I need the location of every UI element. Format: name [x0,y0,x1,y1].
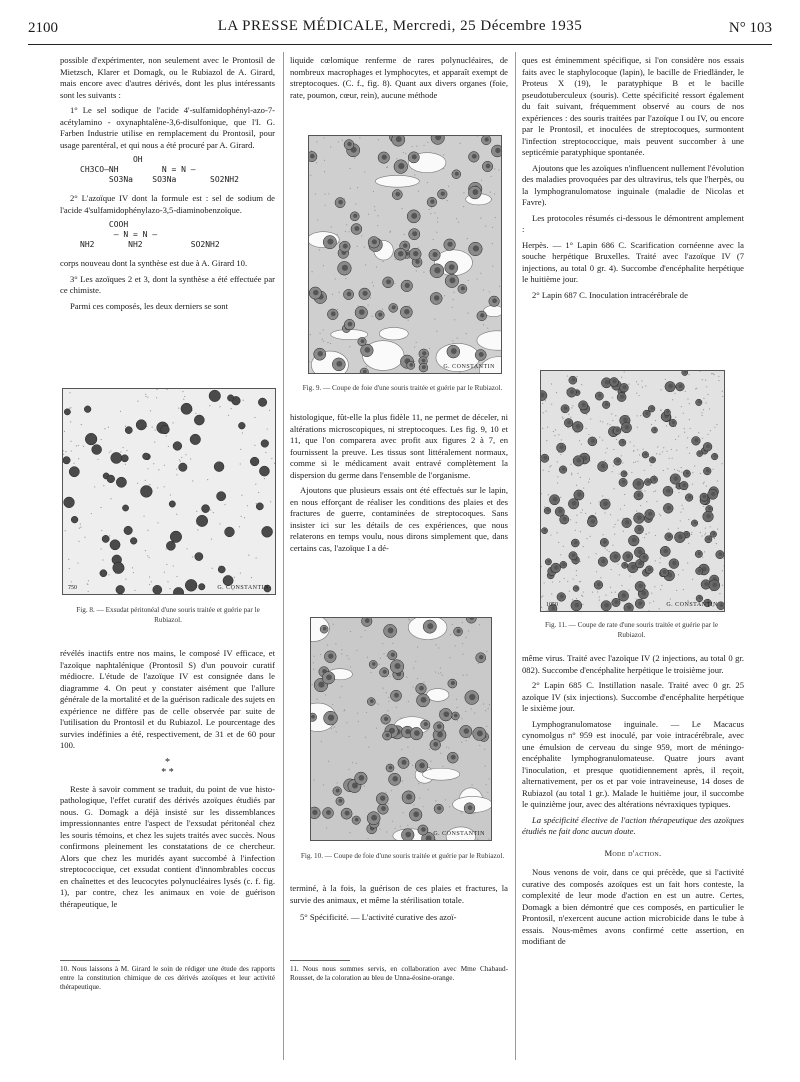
page-header [28,18,772,42]
figure-8-caption: Fig. 8. — Exsudat péritonéal d'une souris traitée et guérie par le Rubiazol. [76,606,260,624]
paragraph: Ajoutons que les azoïques n'influencent nullement l'évolution des maladies provoquées par des ultravirus, tels que l'herpès, ou la lymphogranulomatose inguinale (maladie de Nicolas et Favre). [522,162,744,207]
chemical-formula: OH CH3CO—NH N = N — SO3Na SO3Na SO2NH2 [80,155,239,184]
figure-magnification: 1050 [546,602,558,608]
paragraph: révélés inactifs entre nos mains, le composé IV efficace, et l'azoïque naphtalénique (Prontosil S) d'un pouvoir curatif médiocre. L'étude de l'azoïque IV est consignée dans le diagramme 4. On peut y constater aisément que l'allure générale de la mortalité et de la guérison radicale des sujets en expérience ne diffère pas de celle observée par suite de l'utilisation du Prontosil et du Rubiazol. Le pourcentage des survies indéfinies a été, respectivement, de 31 et de 60 pour 100. [60,648,275,750]
figure-8-image [62,388,276,595]
figure-magnification: 750 [68,585,77,591]
paragraph: ques est éminemment spécifique, si l'on considère nos essais faits avec le staphylocoque (lapin), le bacille de Friedländer, le Proteus X (19), le paratyphique B et le bacille pseudotuberculeux (souris). Cette spécificité ressort également du fait suivant, fréquemment observé au cours de nos expériences : des souris traitées par l'azoïque I ou IV, ou encore par le Prontosil, et inoculées de streptocoques, surmontent l'infection streptococcique, mais peuvent succomber à une septicémie paratyphique spontanée. [522,55,744,157]
paragraph: 3° Les azoïques 2 et 3, dont la synthèse a été effectuée par ce chimiste. [60,273,275,295]
paragraph: 1° Le sel sodique de l'acide 4'-sulfamidophényl-azo-7-acétylamino - oxynaphtalène-3,6-disulfonique, que l'I. G. Farben Industrie utilise en remplacement du Prontosil, pour usage parentéral, et qui nous a été procuré par A. Girard. [60,105,275,150]
figure-signature: G. CONSTANTIN [443,364,495,370]
section-heading: Mode d'action. [604,847,662,858]
paragraph: Parmi ces composés, les deux derniers se sont [70,300,228,311]
figure-signature: G. CONSTANTIN [217,585,269,591]
journal-title: LA PRESSE MÉDICALE, Mercredi, 25 Décembre 1935 [217,18,583,34]
paragraph: terminé, à la fois, la guérison de ces plaies et fractures, la survie des animaux, et même la stérilisation totale. [290,883,508,905]
paragraph: 2° Lapin 685 C. Instillation nasale. Traité avec 0 gr. 25 azoïque IV (six injections). Succombe d'encéphalite herpétique le sixième jour. [522,680,744,713]
figure-11-caption: Fig. 11. — Coupe de rate d'une souris traitée et guérie par le Rubiazol. [544,621,719,639]
figure-10-caption: Fig. 10. — Coupe de foie d'une souris traitée et guérie par le Rubiazol. [300,852,505,860]
column-2-continued [290,412,508,558]
figure-9-image [308,135,502,374]
footnote: 10. Nous laissons à M. Girard le soin de rédiger une étude des rapports entre la constitution chimique de ces dérivés azoïques et leur activité thérapeutique. [60,965,275,991]
paragraph: 2° L'azoïque IV dont la formule est : sel de sodium de l'acide 4'sulfamidophénylazo-3,5-diaminobenzoïque. [60,193,275,215]
paragraph: Reste à savoir comment se traduit, du point de vue histo-pathologique, l'effet curatif des dérivés azoïques étudiés par nous. G. Domagk a déjà insisté sur les dissemblances impressionnantes entre l'aspect de l'exsudat péritonéal chez les souris témoins, et chez les sujets traités avec succès. Nous confirmons pleinement les constatations de ce chercheur. Alors que chez les muridés ayant succombé à l'infection streptococcique, cet exsudat contient d'innombrables coccus en chaînettes et des leucocytes polynucléaires lysés (c. f. fig. 1), par contre, chez les animaux en voie de guérison thérapeutique, le [60,783,275,909]
paragraph: liquide cœlomique renferme de rares polynucléaires, de nombreux macrophages et lymphocytes, et apparaît exempt de streptocoques. (C. f., fig. 8). Quant aux divers organes (foie, rate, poumon, cœur, rein), aucune méthode [290,55,508,100]
paragraph: même virus. Traité avec l'azoïque IV (2 injections, au total 0 gr. 082). Succombe d'encéphalite herpétique le troisième jour. [522,653,744,675]
paragraph: possible d'expérimenter, non seulement avec le Prontosil de Mietzsch, Klarer et Domagk, ou le Rubiazol de A. Girard, mais encore avec d'autres dérivés, dont les plus intéressants sont les suivants : [60,55,275,100]
column-divider [283,52,284,1060]
figure-signature: G. CONSTANTIN [433,831,485,837]
column-1 [60,55,275,316]
footnote: 11. Nous nous sommes servis, en collaboration avec Mme Chabaud-Rousset, de la coloration au bleu de Unna-éosine-orange. [290,965,508,982]
section-break: * * * [161,756,174,778]
column-2 [290,55,508,105]
footnote-rule [60,960,120,961]
paragraph: Herpès. — 1° Lapin 686 C. Scarification cornéenne avec la souche herpétique Bruxelles. Traité avec l'azoïque IV (7 injections, au total 0 gr. 4). Succombe d'encéphalite herpétique le huitième jour. [522,239,744,284]
paragraph: histologique, fût-elle la plus fidèle 11, ne permet de déceler, ni altérations microscopiques, ni streptocoques. Les fig. 9, 10 et 11, que l'on comparera avec profit aux figures 2 à 7, en fournissent la preuve. Les tissus sont littéralement normaux, comme si le médicament avait entravé complètement la dispersion du germe dans l'ensemble de l'organisme. [290,412,508,480]
header-rule [28,44,772,45]
page-number: 2100 [28,20,58,36]
figure-9-caption: Fig. 9. — Coupe de foie d'une souris traitée et guérie par le Rubiazol. [302,384,503,392]
paragraph: 5° Spécificité. — L'activité curative des azoï- [300,912,457,922]
paragraph: 2° Lapin 687 C. Inoculation intracérébrale de [532,289,688,300]
figure-10-image [310,617,492,841]
figure-11-image [540,370,725,612]
issue-number: N° 103 [728,20,772,36]
paragraph: corps nouveau dont la synthèse est due à A. Girard 10. [60,258,248,268]
paragraph: La spécificité élective de l'action thérapeutique des azoïques étudiés ne fait donc aucun doute. [522,814,744,836]
column-3-continued [522,653,744,952]
paragraph: Les protocoles résumés ci-dessous le démontrent amplement : [522,212,744,234]
footnote-rule [290,960,350,961]
column-3 [522,55,744,305]
chemical-formula: COOH — N = N — NH2 NH2 SO2NH2 [80,220,220,249]
paragraph: Ajoutons que plusieurs essais ont été effectués sur le lapin, en nous efforçant de réaliser les conditions des plaies et des fractures de guerre, contaminées de streptocoques. Sans insister ici sur les détails de ces expériences, que nous relaterons en temps voulu, nous dirons simplement que, dans certains cas, l'azoïque I a dé- [290,485,508,553]
paragraph: Nous venons de voir, dans ce qui précède, que si l'activité curative des composés azoïques est un fait hors conteste, la complexité de leur mode d'action en est un autre. Certes, Domagk a bien démontré que ces composés, en particulier le Prontosil, n'exercent aucune action microbicide dans le tube à essais. Nous-mêmes avons confirmé cette assertion, en modifiant de [522,867,744,946]
column-divider [515,52,516,1060]
figure-signature: G. CONSTANTIN [666,602,718,608]
column-1-continued [60,648,275,914]
column-2-end [290,883,508,928]
paragraph: Lymphogranulomatose inguinale. — Le Macacus cynomolgus n° 959 est inoculé, par voie intracérébrale, avec une émulsion de cerveau du singe 959, mort de méningo-encéphalite lymphogranulomateuse. Quatre jours avant l'inoculation, et presque quotidiennement après, il reçoit, alternativement, per os et par voie intraveineuse, 14 doses de Rubiazol (au total 1 gr.). Malade le huitième jour, il succombe le quinzième jour, avec des altérations névraxiques typiques. [522,718,744,809]
